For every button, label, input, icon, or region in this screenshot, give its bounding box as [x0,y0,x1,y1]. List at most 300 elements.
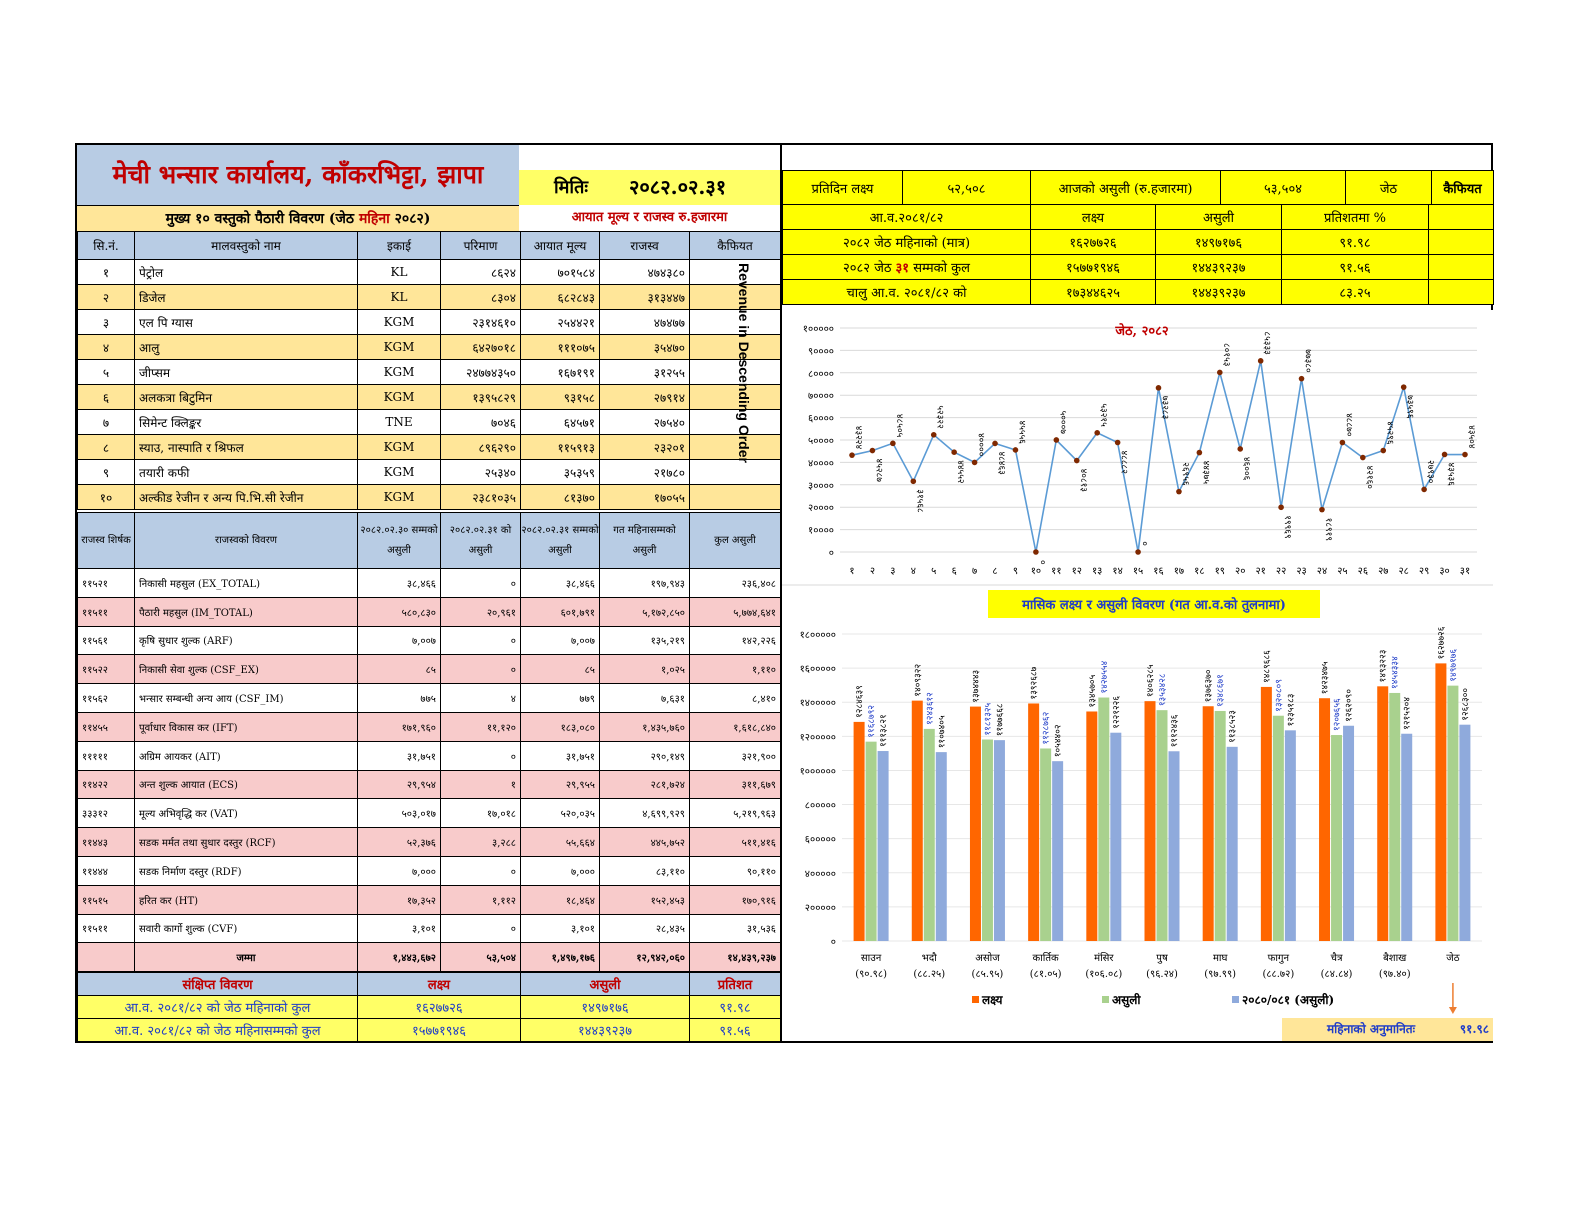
chart1-ytick: ४०००० [808,458,834,470]
chart2-bar-label: १२६८३०० [1460,687,1471,721]
col-collected: असुली [1156,205,1282,230]
revenue-a: ७,००० [358,856,441,885]
chart1-ytick: ० [828,548,834,559]
col-target: लक्ष्य [1031,205,1156,230]
revenue-a: ३१,७५१ [358,741,441,770]
revenue-row [78,655,781,684]
chart1-ytick: १००००० [802,324,834,335]
chart2-xtick: पुष [1156,953,1168,964]
goods-qty: ७०४६ [441,410,521,435]
revenue-e: १,६१८,८४० [690,712,781,741]
chart2-ytick: ८००००० [804,800,836,812]
chart1-point-label: ७३२८३ [1159,395,1170,420]
revenue-row [78,799,781,828]
chart1-xtick: ९ [1012,566,1019,577]
chart2-bar [912,701,923,941]
goods-name: अलकत्रा बिटुमिन [135,385,358,410]
label-post: सम्मको कुल [909,261,970,276]
revenue-c: ६०१,७९१ [521,597,600,626]
revenue-d: ४४५,७५२ [600,828,690,857]
goods-unit: KL [358,260,441,285]
summary-target: १५७७१९४६ [358,1019,521,1042]
revenue-a: ८५ [358,655,441,684]
revenue-e: १४२,२२६ [690,626,781,655]
chart1-point [992,441,998,447]
chart1-xtick: २९ [1418,566,1430,577]
goods-sn: ३ [78,310,135,335]
chart1-xtick: ५ [931,566,937,577]
chart1-point-label: ४८८७० [1343,413,1354,437]
chart1-point [1156,385,1162,391]
chart2-bar-label: १४२७५५४ [1099,660,1110,694]
chart2-bar-label: १४८९६८६ [1262,650,1273,683]
goods-row [78,435,781,460]
today-label: आजको असुली (रु.हजारमा) [1031,171,1221,205]
chart1-ytick: ५०००० [808,436,834,447]
goods-row [78,260,781,285]
chart1-point-label: ४३५०४ [1466,425,1476,449]
chart1-point [1442,452,1448,458]
chart1-xtick: १ [849,566,855,577]
left-panel [77,145,780,1041]
chart1-point [1237,446,1243,452]
revenue-code: ११५११ [78,597,135,626]
revenue-col-header: कुल असुली [690,513,781,569]
chart1-point-label: ४४३७५ [1200,460,1211,485]
revenue-code: ११५१५ [78,885,135,914]
chart2-bar [924,729,935,941]
chart2-bar-label: १३४५७०५ [1087,674,1098,708]
goods-qty: २४७७४३५० [441,360,521,385]
chart1-xtick: २६ [1357,566,1369,577]
goods-col-header: कैफियत [690,232,781,260]
chart2-bar-label: १२२१२२६ [1111,695,1122,729]
daily-row-empty [1429,255,1494,280]
revenue-b: ० [441,626,521,655]
daily-row-pct: ८३.२५ [1282,280,1429,305]
chart1-point [1258,358,1264,364]
revenue-e: ३११,६७९ [690,770,781,799]
total-empty [78,943,135,972]
goods-qty: १३९५८२९ [441,385,521,410]
chart1-point [1115,440,1121,446]
chart1-point-label: ७३५९६ [1404,395,1415,419]
chart2-bar [1377,686,1388,941]
chart1-ytick: ९०००० [808,346,834,358]
daily-detail-head [783,205,1494,230]
chart1-ytick: १०००० [808,525,834,537]
chart2-xtick: असोज [975,953,1000,964]
goods-unit: KGM [358,485,441,510]
chart2-bar [1040,748,1051,941]
report-sheet [75,143,1493,1043]
goods-qty: ८६२४ [441,260,521,285]
revenue-code: ११४५५ [78,712,135,741]
chart2-bar [1169,751,1180,941]
revenue-b: ११,१२० [441,712,521,741]
chart2-ytick: ० [830,937,836,948]
goods-unit: KGM [358,360,441,385]
revenue-a: ७,००७ [358,626,441,655]
chart2-bar [1227,747,1238,941]
revenue-a: १७,३५२ [358,885,441,914]
revenue-c: ५२०,०३५ [521,799,600,828]
chart2-bar [1203,706,1214,941]
goods-sn: १ [78,260,135,285]
chart2-bar-label: १४२३४७५ [1320,661,1331,695]
chart2-ytick: १४००००० [799,698,836,710]
chart1-point [1380,448,1386,454]
daily-row-collected: १४९७१७६ [1156,230,1282,255]
revenue-b: ४ [441,684,521,713]
goods-unit: KL [358,285,441,310]
chart1-point [1135,549,1141,555]
chart1-xtick: २४ [1316,566,1328,577]
revenue-desc: मूल्य अभिवृद्धि कर (VAT) [135,799,358,828]
goods-value: ६८२८४३ [521,285,600,310]
total-e: १४,४३९,२३७ [690,943,781,972]
revenue-row [78,569,781,598]
daily-row-collected: १४४३९२३७ [1156,280,1282,305]
chart2-xtick-pct: (९६.२४) [1146,969,1178,980]
goods-revenue: २७५४० [600,410,690,435]
chart1-point-label: ४८४६३ [996,451,1007,475]
chart1-ytick: ८०००० [808,368,834,380]
revenue-b: ० [441,914,521,943]
chart2-bar [1401,734,1412,941]
goods-col-header: सि.नं. [78,232,135,260]
chart1-xtick: १० [1030,566,1042,577]
daily-target-label: प्रतिदिन लक्ष्य [783,171,903,205]
chart2-xtick: साउन [860,953,882,964]
chart2-bar-label: १२१५२०४ [1402,696,1413,730]
chart1-point [1197,450,1203,456]
chart1-point-label: ८०१५३ [1220,343,1231,367]
chart1-ytick: २०००० [808,503,834,515]
chart2-bar [1459,725,1470,941]
chart1-xtick: ३ [890,566,896,577]
chart2-bar-label: १२८४६३९ [855,685,866,718]
goods-name: तयारी कफी [135,460,358,485]
chart2-bar [1435,663,1446,941]
chart2-bar [878,751,889,941]
revenue-d: २९०,१४९ [600,741,690,770]
revenue-row [78,597,781,626]
revenue-c: ३,१०१ [521,914,600,943]
chart2-bar [1028,703,1039,941]
goods-qty: ६४२७०१८ [441,335,521,360]
chart2-xtick: मंसिर [1094,953,1114,964]
chart1-point-label: ४५२९६ [1384,421,1395,445]
revenue-d: १,४३५,७६० [600,712,690,741]
goods-revenue: २३२०१ [600,435,690,460]
revenue-d: ८३,११० [600,856,690,885]
date-label: मितिः [554,177,588,198]
revenue-code: ११५२१ [78,569,135,598]
label-pre: २०८२ जेठ [843,261,896,276]
chart1-ytick: ६०००० [808,413,834,425]
goods-revenue: १७०५५ [600,485,690,510]
goods-value: १११०७५ [521,335,600,360]
summary-collected: १४४३९२३७ [521,1019,690,1042]
daily-target-value: ५२,५०८ [903,171,1031,205]
goods-row [78,385,781,410]
chart2-bar-label: १३२०८०९ [1274,678,1285,712]
chart1-xtick: ७ [971,566,978,577]
summary-label: आ.व. २०८१/८२ को जेठ महिनाको कुल [78,996,358,1019]
chart1-xtick: २५ [1337,566,1348,577]
revenue-col-header: राजस्वको विवरण [135,513,358,569]
chart2-bar-label: ११०७४०५ [937,715,948,749]
estimate-box [1282,1018,1493,1041]
chart1-point-label: ४८५०५ [893,413,904,438]
daily-row-label [783,255,1031,280]
chart1-point-label: ७७३८० [1302,349,1313,373]
goods-name: अल्कीड रेजीन र अन्य पि.भि.सी रेजीन [135,485,358,510]
goods-qty: ८९६२९० [441,435,521,460]
revenue-d: ५,१७२,८५० [600,597,690,626]
goods-col-header: इकाई [358,232,441,260]
summary-col-header: प्रतिशत [690,973,781,996]
goods-name: जीप्सम [135,360,358,385]
total-d: १२,९४२,०६० [600,943,690,972]
daily-row-pct: ९१.५६ [1282,255,1429,280]
goods-value: ११५९१३ [521,435,600,460]
chart2-bar [1110,733,1121,941]
goods-name: एल पि ग्यास [135,310,358,335]
chart2-bar [854,722,865,941]
revenue-a: ७७५ [358,684,441,713]
goods-value: ३५३५९ [521,460,600,485]
monthly-bar-chart [782,586,1493,1041]
revenue-c: १८३,०८० [521,712,600,741]
chart1-point [1013,447,1019,453]
goods-qty: २३१४६१० [441,310,521,335]
chart2-xtick-pct: (९०.९८) [855,969,887,980]
chart1-point-label: ५३२१५ [1098,403,1109,427]
goods-col-header: आयात मूल्य [521,232,600,260]
chart1-xtick: १७ [1173,566,1185,577]
chart2-legend-swatch [1102,996,1109,1003]
goods-row [78,285,781,310]
chart1-xtick: २ [869,566,876,577]
chart1-point-label: १८९१९ [1322,517,1333,542]
revenue-d: १,०२५ [600,655,690,684]
chart1-point-label: २६९५६ [1179,462,1190,486]
daily-row-collected: १४४३९२३७ [1156,255,1282,280]
chart2-xtick: फागुन [1267,953,1290,964]
chart1-point [1278,504,1284,510]
chart1-xtick: ६ [951,566,957,577]
revenue-b: ० [441,655,521,684]
chart2-bar [1285,730,1296,941]
revenue-row [78,712,781,741]
revenue-col-header: २०८२.०२.३० सम्मको असुली [358,513,441,569]
chart2-bar-label: १४५४३३४ [1390,656,1401,689]
revenue-d: २८१,७२४ [600,770,690,799]
chart1-xtick: २७ [1378,566,1389,577]
chart2-ytick: २००००० [804,902,836,914]
goods-row [78,310,781,335]
estimate-value: ९१.९८ [1459,1022,1489,1036]
chart1-point [870,448,876,454]
goods-sn: २ [78,285,135,310]
revenue-desc: हरित कर (HT) [135,885,358,914]
chart1-point-label: ४३२२४ [853,425,863,450]
revenue-col-header: राजस्व शिर्षक [78,513,135,569]
daily-row-label [783,230,1031,255]
revenue-code: ११४४४ [78,856,135,885]
chart2-xtick-pct: (९७.४०) [1378,969,1411,980]
chart2-xtick-pct: (८१.०५) [1029,969,1062,980]
revenue-d: १९७,९४३ [600,569,690,598]
goods-value: ९३१५८ [521,385,600,410]
goods-unit: KGM [358,310,441,335]
goods-col-header: परिमाण [441,232,521,260]
chart2-bar-label: ११७७६६८ [995,703,1006,737]
chart2-bar-label: १११३८२१ [879,714,890,748]
goods-qty: २३८१०३५ [441,485,521,510]
summary-table [77,972,781,1042]
daily-summary-detail [782,204,1494,305]
summary-col-header: संक्षिप्त विवरण [78,973,358,996]
chart1-point [1462,452,1468,458]
chart2-ytick: १६००००० [799,664,836,676]
goods-unit: KGM [358,385,441,410]
revenue-code: ११४४३ [78,828,135,857]
revenue-b: ३,२८८ [441,828,521,857]
unit-note: आयात मूल्य र राजस्व रु.हजारमा [519,205,780,231]
chart1-point-label: ४५२८७ [873,458,884,482]
chart2-bar-label: १४०९३२२ [913,663,924,697]
summary-head [78,973,781,996]
goods-name: आलु [135,335,358,360]
daily-detail-row [783,255,1494,280]
revenue-b: ० [441,569,521,598]
chart1-xtick: १२ [1071,566,1082,577]
remarks-label: कैफियत [1432,171,1494,205]
revenue-a: ३,१०१ [358,914,441,943]
summary-label: आ.व. २०८१/८२ को जेठ महिनासम्मको कुल [78,1019,358,1042]
chart1-title: जेठ, २०८२ [1115,324,1169,339]
goods-revenue: २१७८० [600,460,690,485]
summary-collected: १४९७१७६ [521,996,690,1019]
revenue-desc: पैठारी महसुल (IM_TOTAL) [135,597,358,626]
chart2-bar-label: ११६८७९२ [867,704,878,738]
chart1-xtick: २० [1235,566,1246,577]
revenue-desc: अग्रिम आयकर (AIT) [135,741,358,770]
chart2-legend-swatch [972,996,979,1003]
revenue-col-header: गत महिनासम्मको असुली [600,513,690,569]
chart1-point [1360,455,1366,461]
chart2-bar [1157,710,1168,941]
chart2-bar [1319,698,1330,941]
chart1-xtick: ११ [1051,566,1062,577]
goods-name: पेट्रोल [135,260,358,285]
chart2-xtick: बैशाख [1383,953,1407,964]
chart1-point-label: ४८८८२ [1118,450,1129,474]
chart2-bar-label: १४९३२२३ [1378,649,1389,683]
chart1-point-label: ४०००० [975,432,986,457]
vertical-note: Revenue in Descending Order [736,263,752,463]
chart2-legend-label: असुली [1112,993,1141,1007]
revenue-row [78,684,781,713]
revenue-b: १ [441,770,521,799]
chart2-bar [936,752,947,941]
revenue-row [78,828,781,857]
chart1-point [1421,487,1427,493]
chart2-xtick-pct: (८५.९५) [971,969,1004,980]
chart2-ytick: ४००००० [804,868,836,880]
col-pct: प्रतिशतमा % [1282,205,1429,230]
daily-line-chart [782,310,1493,586]
chart1-point [1033,549,1039,555]
chart1-point [1401,384,1407,390]
goods-table [77,231,781,510]
revenue-code: ११५६१ [78,626,135,655]
revenue-c: २९,९५५ [521,770,600,799]
chart2-bar [1098,698,1109,941]
revenue-a: २९,९५४ [358,770,441,799]
goods-value: ८१३७० [521,485,600,510]
daily-summary-table [782,170,1494,205]
goods-unit: KGM [358,335,441,360]
chart2-bar [866,742,877,941]
chart2-bar [994,740,1005,941]
revenue-row [78,885,781,914]
subtitle-prefix: मुख्य १० वस्तुको पैठारी विवरण (जेठ [165,211,355,227]
goods-value: ६४५७१ [521,410,600,435]
revenue-code: ३३३१२ [78,799,135,828]
chart2-bar [1086,711,1097,941]
goods-row [78,410,781,435]
revenue-c: ७,००७ [521,626,600,655]
chart1-point [1340,440,1346,446]
goods-row [78,460,781,485]
revenue-b: ० [441,741,521,770]
goods-revenue: ४७४३८० [600,260,690,285]
chart2-bar [982,740,993,941]
chart1-point [1074,458,1080,464]
revenue-a: ५२,३७६ [358,828,441,857]
goods-revenue: ३५४७० [600,335,690,360]
chart2-ytick: १८००००० [799,630,836,641]
fy-label: आ.व.२०८१/८२ [783,205,1031,230]
chart2-xtick: भदौ [921,953,937,964]
summary-row [78,996,781,1019]
chart2-legend-label: २०८०/०८१ (असुली) [1242,993,1335,1007]
total-c: १,४९७,१७६ [521,943,600,972]
chart2-bar [970,707,981,941]
chart1-point-label: ३१५६८ [914,489,925,513]
revenue-col-header: २०८२.०२.३१ सम्मको असुली [521,513,600,569]
chart1-point-label: ० [1036,560,1047,565]
chart2-bar [1447,686,1458,941]
goods-subtitle [77,205,519,231]
summary-pct: ९१.५६ [690,1019,781,1042]
chart1-point-label: ५०००७ [1057,410,1068,434]
revenue-desc: कृषि सुधार शुल्क (ARF) [135,626,358,655]
revenue-code: ११५२२ [78,655,135,684]
chart1-point [890,441,896,447]
goods-sn: ९ [78,460,135,485]
chart1-ytick: ३०००० [808,480,834,492]
subtitle-suffix: २०८२) [394,211,431,227]
goods-value: २५४४२१ [521,310,600,335]
chart2-bar-label: १२३५१८३ [1286,693,1297,727]
daily-detail-row [783,280,1494,305]
chart2-bar-label: १२०७६५६ [1332,698,1343,732]
